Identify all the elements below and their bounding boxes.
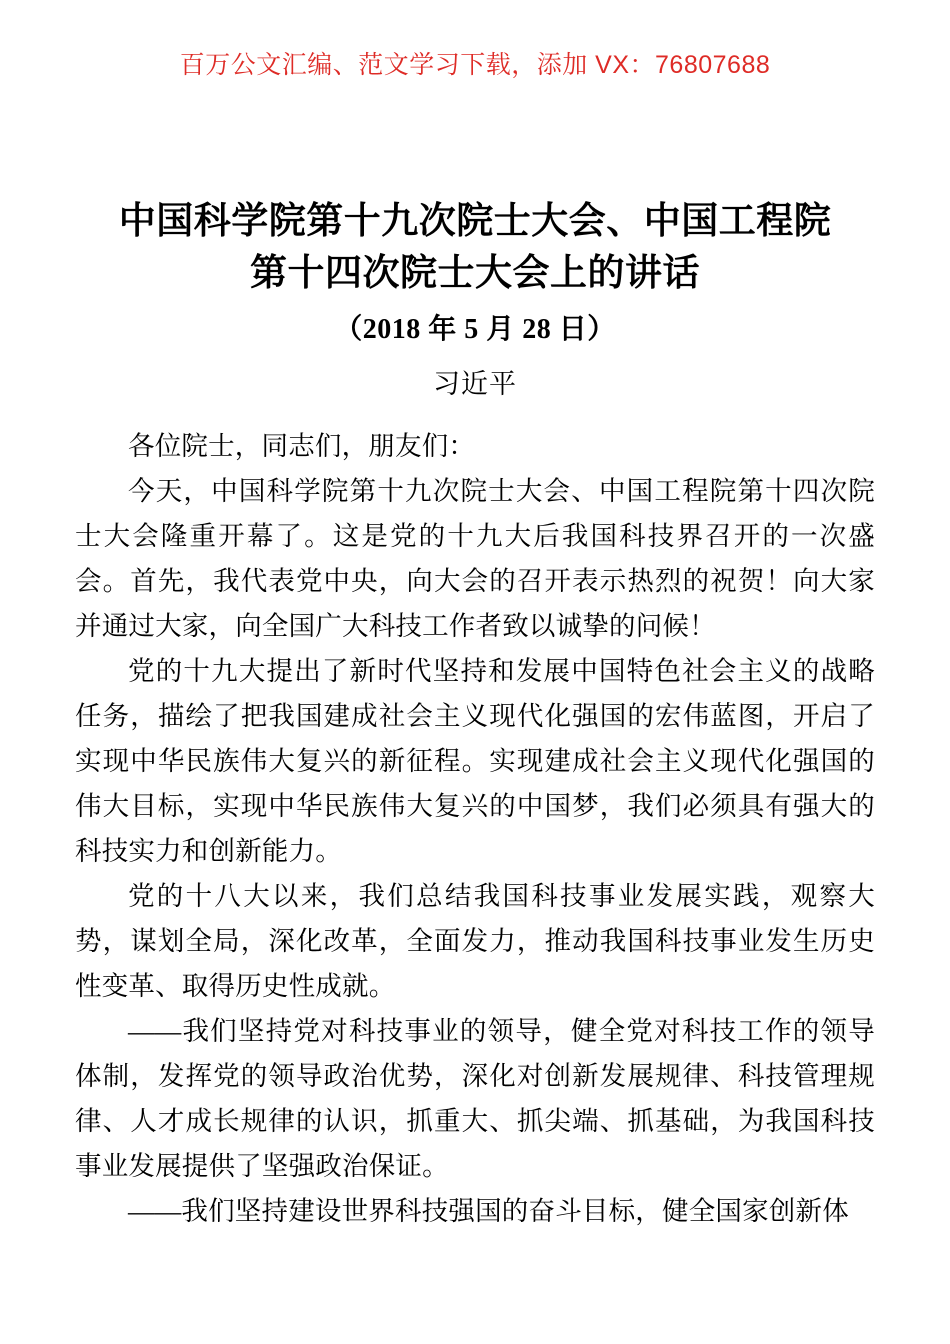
document-title-line-2: 第十四次院士大会上的讲话 (250, 253, 700, 294)
document-title-line-1: 中国科学院第十九次院士大会、中国工程院 (118, 201, 832, 242)
paragraph-point-1: ——我们坚持党对科技事业的领导，健全党对科技工作的领导体制，发挥党的领导政治优势，深化对创新发展规律、科技管理规律、人才成长规律的认识，抓重大、抓尖端、抓基础，为我国科技事业发展提供了坚强政治保证。 (75, 1016, 875, 1181)
paragraph-strategy: 党的十九大提出了新时代坚持和发展中国特色社会主义的战略任务，描绘了把我国建成社会主义现代化强国的宏伟蓝图，开启了实现中华民族伟大复兴的新征程。实现建成社会主义现代化强国的伟大目标，实现中华民族伟大复兴的中国梦，我们必须具有强大的科技实力和创新能力。 (75, 656, 875, 866)
document-date: （2018 年 5 月 28 日） (334, 314, 616, 345)
paragraph-point-2: ——我们坚持建设世界科技强国的奋斗目标，健全国家创新体 (128, 1196, 849, 1226)
document-author: 习近平 (433, 369, 517, 399)
paragraph-since-18th-congress: 党的十八大以来，我们总结我国科技事业发展实践，观察大势，谋划全局，深化改革，全面发力，推动我国科技事业发生历史性变革、取得历史性成就。 (75, 881, 875, 1001)
document-body (75, 424, 875, 1234)
paragraph-salutation: 各位院士，同志们，朋友们： (128, 431, 476, 461)
title-block (75, 196, 875, 406)
paragraph-opening: 今天，中国科学院第十九次院士大会、中国工程院第十四次院士大会隆重开幕了。这是党的十九大后我国科技界召开的一次盛会。首先，我代表党中央，向大会的召开表示热烈的祝贺！向大家并通过大家，向全国广大科技工作者致以诚挚的问候！ (75, 476, 875, 641)
promo-watermark-text: 百万公文汇编、范文学习下载，添加 VX：76807688 (179, 51, 771, 79)
